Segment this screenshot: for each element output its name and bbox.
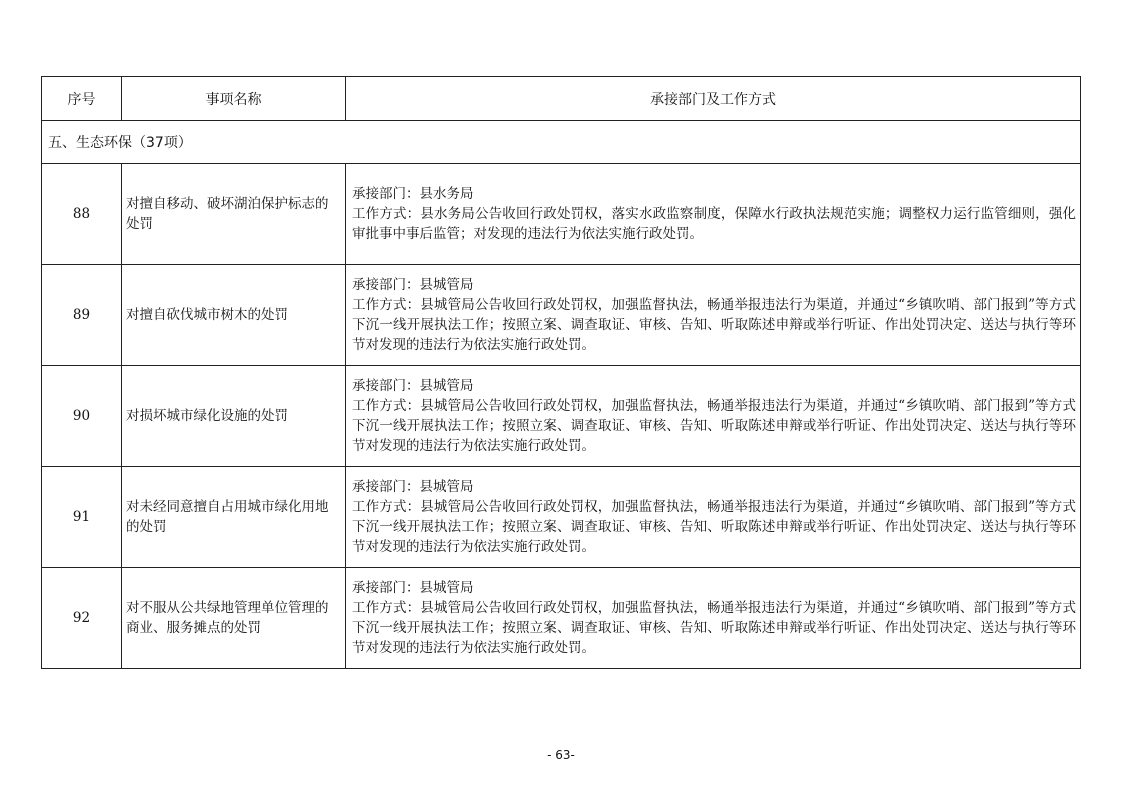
dept-line: 承接部门：县城管局	[352, 277, 474, 293]
method-text: 工作方式：县水务局公告收回行政处罚权，落实水政监察制度，保障水行政执法规范实施；调整权力运行监管细则，强化审批事中事后监管；对发现的违法行为依法实施行政处罚。	[352, 206, 1076, 242]
row-number: 92	[42, 568, 122, 669]
section-row	[42, 121, 1081, 164]
dept-and-method	[346, 568, 1081, 669]
item-name: 对不服从公共绿地管理单位管理的商业、服务摊点的处罚	[122, 568, 346, 669]
item-name: 对损坏城市绿化设施的处罚	[122, 366, 346, 467]
table-row	[42, 164, 1081, 265]
dept-line: 承接部门：县城管局	[352, 378, 474, 394]
items-table	[41, 76, 1081, 669]
dept-and-method	[346, 366, 1081, 467]
method-text: 工作方式：县城管局公告收回行政处罚权，加强监督执法，畅通举报违法行为渠道，并通过“乡镇吹哨、部门报到”等方式下沉一线开展执法工作；按照立案、调查取证、审核、告知、听取陈述申辩或举行听证、作出处罚决定、送达与执行等环节对发现的违法行为依法实施行政处罚。	[352, 398, 1076, 454]
header-no: 序号	[42, 77, 122, 121]
dept-and-method	[346, 265, 1081, 366]
table-row	[42, 366, 1081, 467]
method-text: 工作方式：县城管局公告收回行政处罚权，加强监督执法，畅通举报违法行为渠道，并通过“乡镇吹哨、部门报到”等方式下沉一线开展执法工作；按照立案、调查取证、审核、告知、听取陈述申辩或举行听证、作出处罚决定、送达与执行等环节对发现的违法行为依法实施行政处罚。	[352, 499, 1076, 555]
row-number: 91	[42, 467, 122, 568]
row-number: 89	[42, 265, 122, 366]
row-number: 90	[42, 366, 122, 467]
dept-and-method	[346, 467, 1081, 568]
item-name: 对未经同意擅自占用城市绿化用地的处罚	[122, 467, 346, 568]
method-text: 工作方式：县城管局公告收回行政处罚权，加强监督执法，畅通举报违法行为渠道，并通过“乡镇吹哨、部门报到”等方式下沉一线开展执法工作；按照立案、调查取证、审核、告知、听取陈述申辩或举行听证、作出处罚决定、送达与执行等环节对发现的违法行为依法实施行政处罚。	[352, 600, 1076, 656]
table-row	[42, 568, 1081, 669]
item-name: 对擅自砍伐城市树木的处罚	[122, 265, 346, 366]
section-title: 五、生态环保（37项）	[42, 121, 1081, 164]
dept-and-method	[346, 164, 1081, 265]
header-dept: 承接部门及工作方式	[346, 77, 1081, 121]
dept-line: 承接部门：县城管局	[352, 580, 474, 596]
dept-line: 承接部门：县城管局	[352, 479, 474, 495]
item-name: 对擅自移动、破坏湖泊保护标志的处罚	[122, 164, 346, 265]
table-row	[42, 467, 1081, 568]
dept-line: 承接部门：县水务局	[352, 186, 474, 202]
header-row	[42, 77, 1081, 121]
row-number: 88	[42, 164, 122, 265]
page-number: - 63-	[547, 748, 575, 762]
method-text: 工作方式：县城管局公告收回行政处罚权，加强监督执法，畅通举报违法行为渠道，并通过“乡镇吹哨、部门报到”等方式下沉一线开展执法工作；按照立案、调查取证、审核、告知、听取陈述申辩或举行听证、作出处罚决定、送达与执行等环节对发现的违法行为依法实施行政处罚。	[352, 297, 1076, 353]
header-name: 事项名称	[122, 77, 346, 121]
table-row	[42, 265, 1081, 366]
